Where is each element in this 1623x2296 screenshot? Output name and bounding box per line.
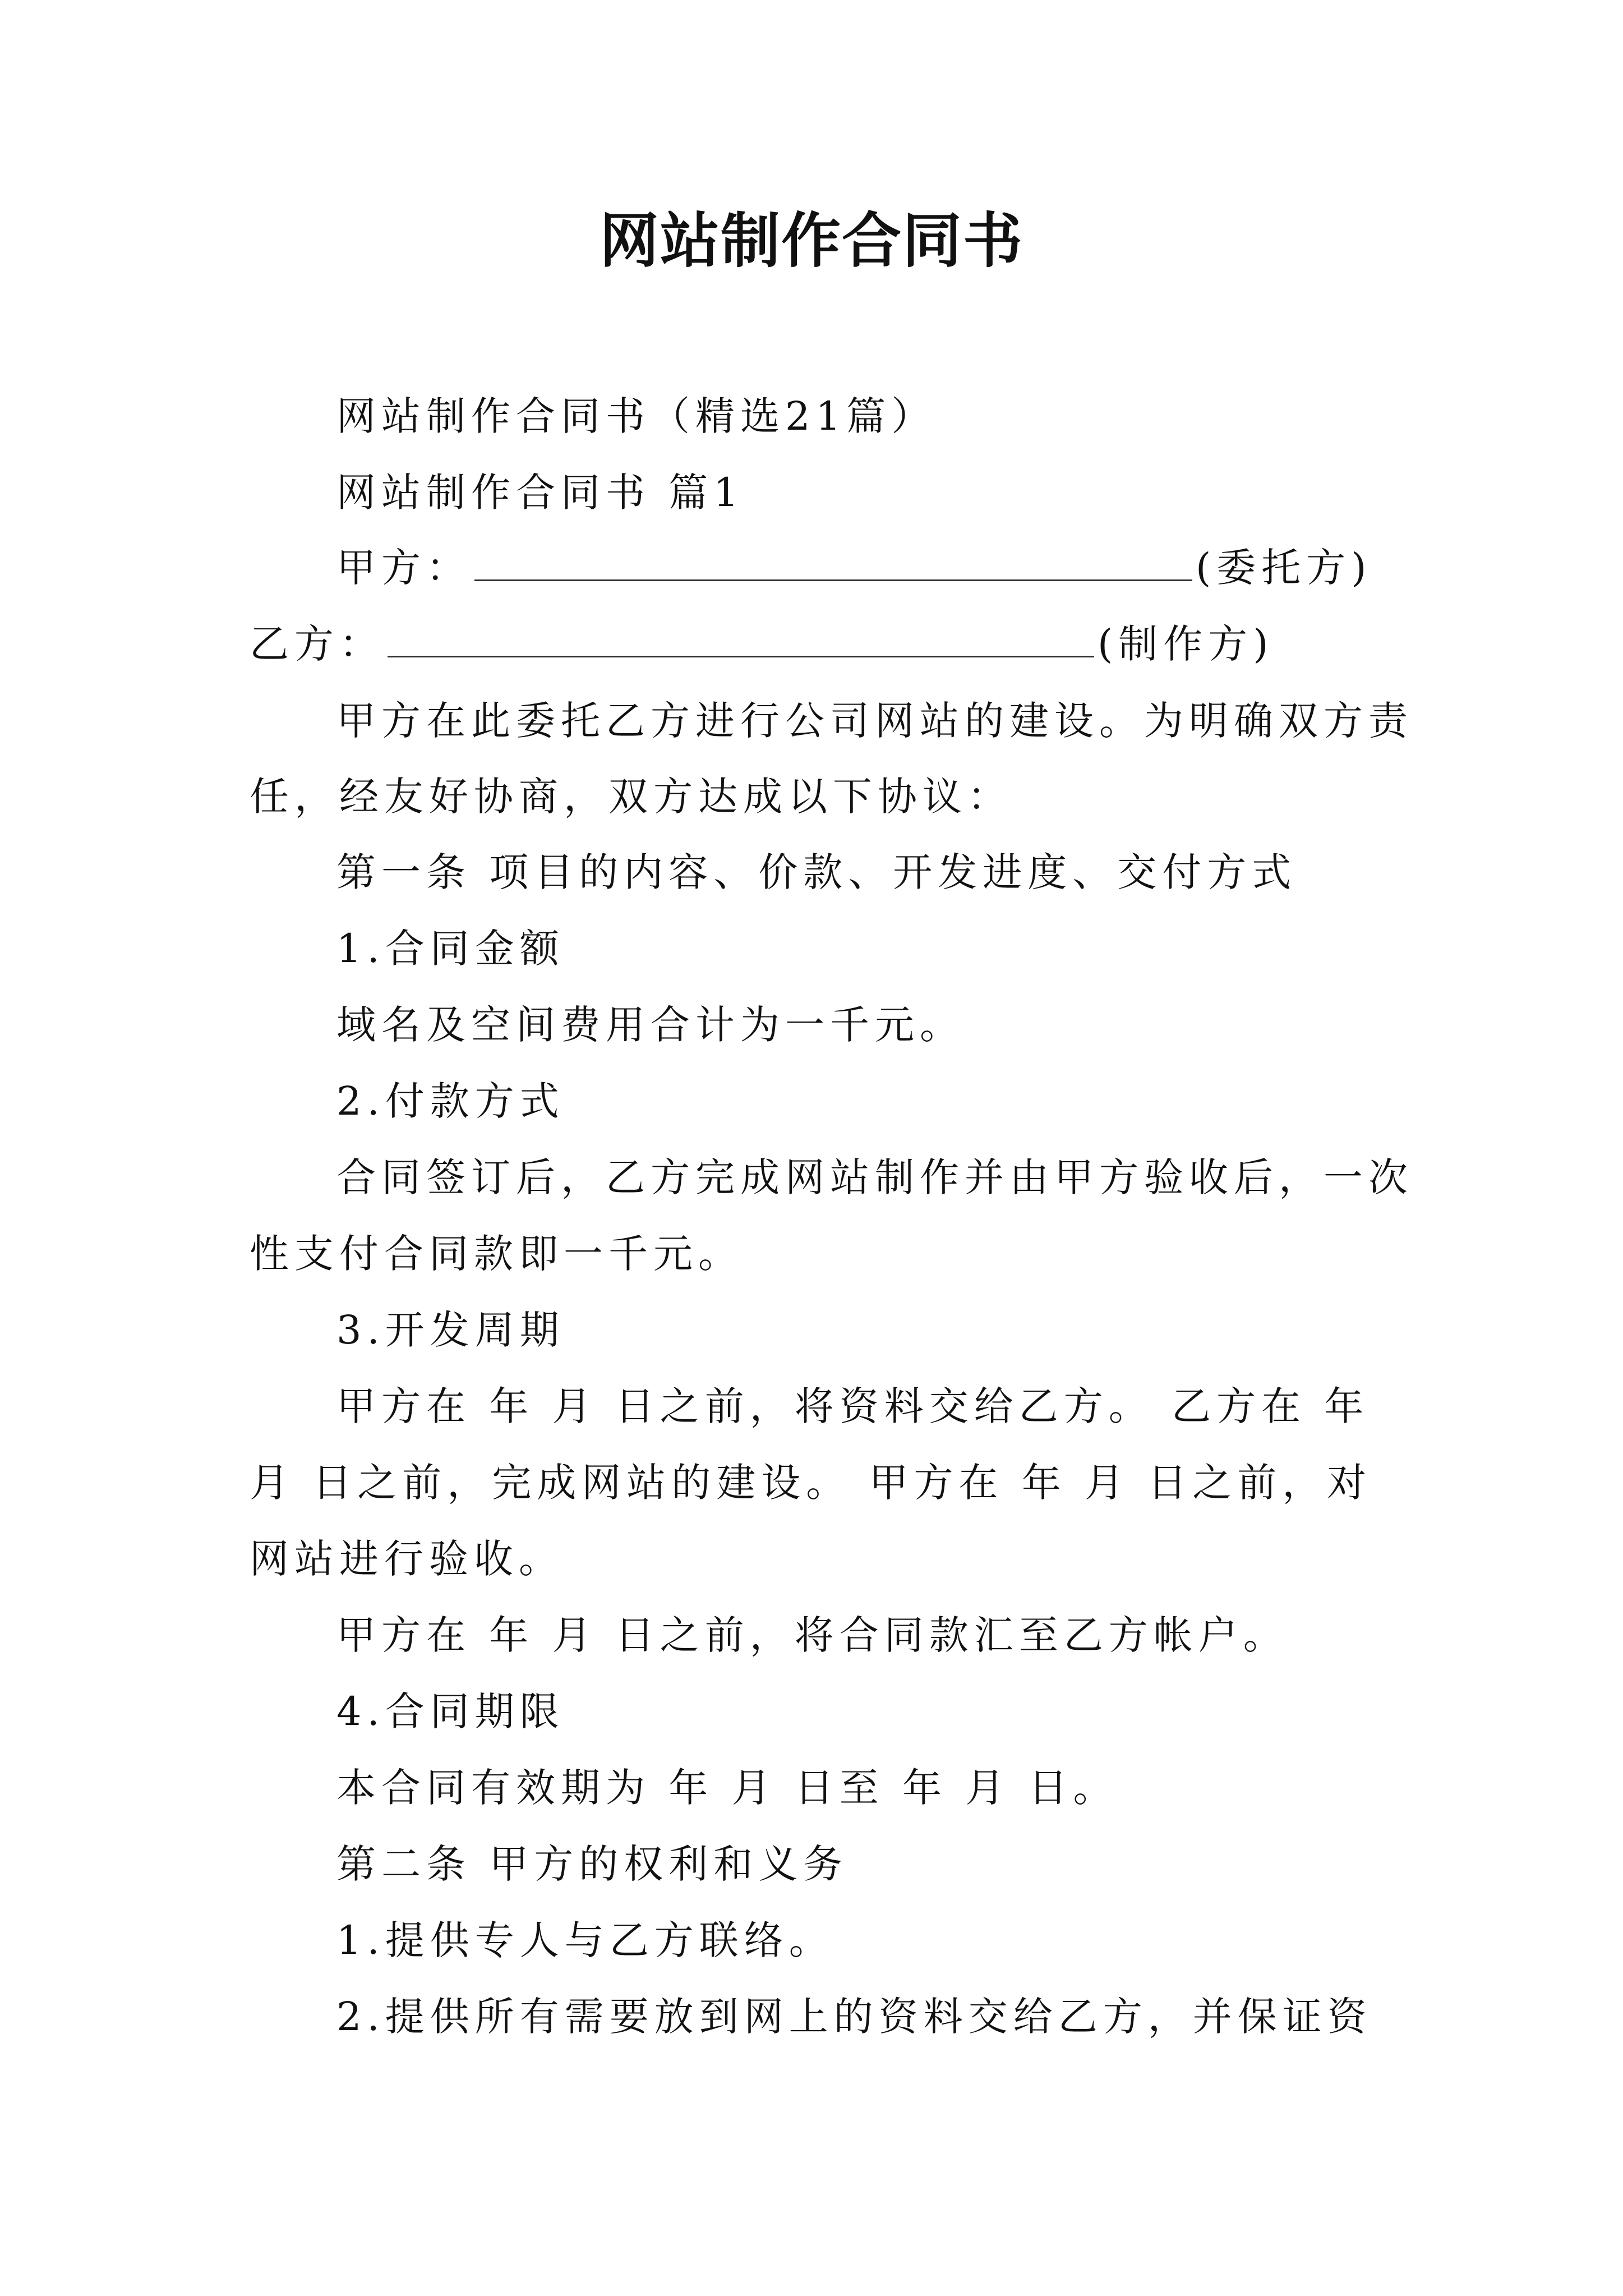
article-2-item-1: 1.提供专人与乙方联络。	[336, 1917, 834, 1963]
item-3-line-4: 甲方在 年 月 日之前，将合同款汇至乙方帐户。	[336, 1612, 1288, 1658]
item-2-line-2: 性支付合同款即一千元。	[250, 1231, 743, 1277]
party-b-role: (制作方)	[1098, 621, 1274, 667]
article-2-heading: 第二条 甲方的权利和义务	[336, 1841, 849, 1887]
document-title: 网站制作合同书	[600, 206, 1023, 275]
item-2-heading: 2.付款方式	[336, 1078, 565, 1124]
item-3-line-3: 网站进行验收。	[250, 1536, 564, 1582]
party-b-line	[250, 616, 1274, 672]
document-subtitle: 网站制作合同书（精选21篇）	[336, 393, 937, 439]
section-heading: 网站制作合同书 篇1	[336, 470, 744, 516]
intro-line-1: 甲方在此委托乙方进行公司网站的建设。为明确双方责	[336, 698, 1413, 744]
party-a-label: 甲方：	[336, 545, 471, 591]
party-b-blank[interactable]	[388, 616, 1094, 657]
party-a-line	[336, 540, 1372, 596]
article-1-heading: 第一条 项目的内容、价款、开发进度、交付方式	[336, 849, 1297, 895]
item-1-heading: 1.合同金额	[336, 926, 565, 972]
party-a-role: (委托方)	[1196, 545, 1372, 591]
intro-line-2: 任，经友好协商，双方达成以下协议：	[250, 774, 1012, 820]
article-2-item-2: 2.提供所有需要放到网上的资料交给乙方，并保证资	[336, 1994, 1372, 2040]
item-3-line-2: 月 日之前，完成网站的建设。 甲方在 年 月 日之前，对	[250, 1460, 1372, 1506]
item-4-heading: 4.合同期限	[336, 1688, 565, 1734]
item-2-line-1: 合同签订后，乙方完成网站制作并由甲方验收后，一次	[336, 1154, 1413, 1200]
party-b-label: 乙方：	[250, 621, 384, 667]
item-3-line-1: 甲方在 年 月 日之前，将资料交给乙方。 乙方在 年	[336, 1383, 1370, 1429]
party-a-blank[interactable]	[474, 540, 1192, 581]
item-3-heading: 3.开发周期	[336, 1307, 565, 1353]
item-4-text: 本合同有效期为 年 月 日至 年 月 日。	[336, 1765, 1118, 1811]
item-1-text: 域名及空间费用合计为一千元。	[336, 1002, 965, 1048]
